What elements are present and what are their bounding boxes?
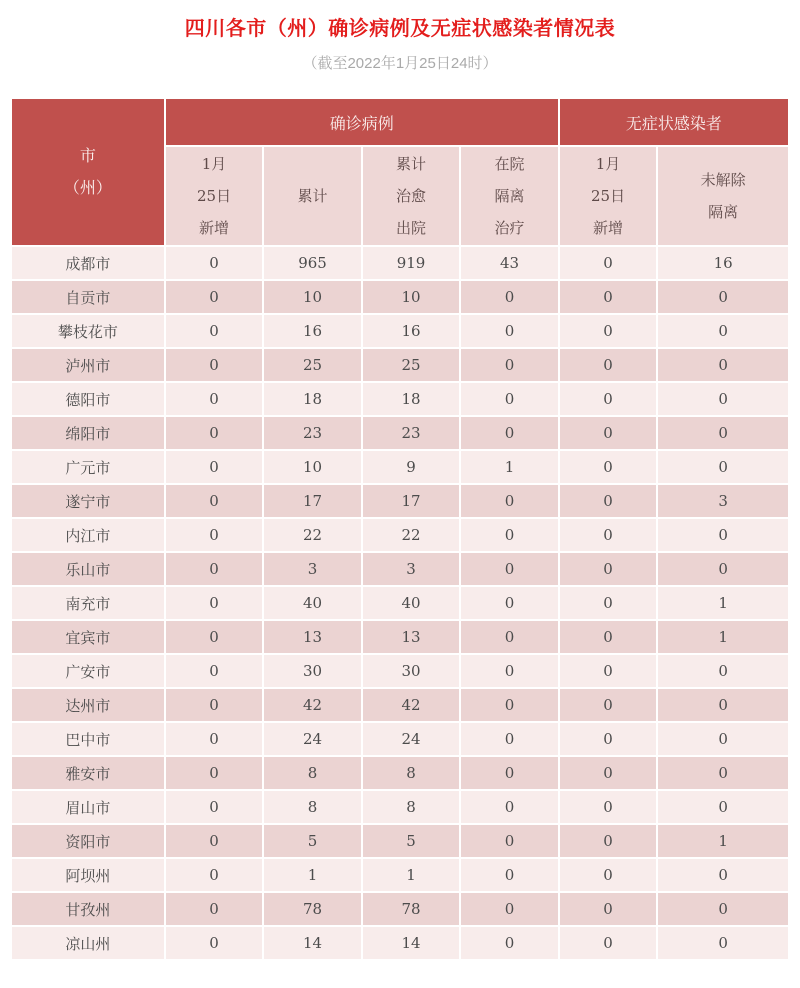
table-row — [12, 247, 788, 279]
table-row — [12, 553, 788, 585]
subheader-line: 25日 — [591, 187, 626, 205]
city-cell: 乐山市 — [12, 553, 164, 585]
table-row — [12, 791, 788, 823]
subheader-line: 累计 — [297, 187, 328, 205]
value-cell: 0 — [166, 315, 263, 347]
value-cell: 22 — [363, 519, 460, 551]
city-cell: 广安市 — [12, 655, 164, 687]
value-cell: 0 — [461, 519, 558, 551]
value-cell: 0 — [166, 791, 263, 823]
table-row — [12, 451, 788, 483]
value-cell: 0 — [658, 451, 788, 483]
city-cell: 宜宾市 — [12, 621, 164, 653]
value-cell: 919 — [363, 247, 460, 279]
value-cell: 16 — [264, 315, 361, 347]
value-cell: 0 — [461, 553, 558, 585]
value-cell: 0 — [461, 757, 558, 789]
value-cell: 0 — [461, 587, 558, 619]
value-cell: 17 — [264, 485, 361, 517]
value-cell: 0 — [166, 349, 263, 381]
city-cell: 绵阳市 — [12, 417, 164, 449]
city-cell: 成都市 — [12, 247, 164, 279]
subheader-line: 在院 — [494, 155, 525, 173]
value-cell: 0 — [166, 927, 263, 959]
value-cell: 0 — [166, 383, 263, 415]
table-row — [12, 281, 788, 313]
city-cell: 巴中市 — [12, 723, 164, 755]
subheader-line: 新增 — [199, 219, 230, 237]
table-row — [12, 859, 788, 891]
group-header-confirmed-cases: 确诊病例 — [166, 99, 558, 145]
city-cell: 广元市 — [12, 451, 164, 483]
value-cell: 18 — [264, 383, 361, 415]
value-cell: 0 — [166, 757, 263, 789]
value-cell: 0 — [461, 825, 558, 857]
value-cell: 0 — [461, 689, 558, 721]
city-cell: 甘孜州 — [12, 893, 164, 925]
value-cell: 0 — [560, 689, 657, 721]
value-cell: 0 — [166, 893, 263, 925]
value-cell: 40 — [363, 587, 460, 619]
table-row — [12, 621, 788, 653]
city-cell: 遂宁市 — [12, 485, 164, 517]
value-cell: 965 — [264, 247, 361, 279]
value-cell: 16 — [658, 247, 788, 279]
corner-header-city-state — [12, 99, 164, 245]
table-body — [12, 247, 788, 959]
value-cell: 0 — [658, 281, 788, 313]
corner-line-1: 市 — [79, 146, 96, 165]
value-cell: 0 — [166, 587, 263, 619]
value-cell: 0 — [560, 621, 657, 653]
value-cell: 0 — [560, 825, 657, 857]
value-cell: 25 — [363, 349, 460, 381]
value-cell: 0 — [166, 655, 263, 687]
value-cell: 0 — [560, 519, 657, 551]
value-cell: 40 — [264, 587, 361, 619]
value-cell: 0 — [166, 723, 263, 755]
value-cell: 0 — [166, 859, 263, 891]
table-row — [12, 927, 788, 959]
value-cell: 78 — [264, 893, 361, 925]
value-cell: 23 — [363, 417, 460, 449]
subheader-line: 隔离 — [708, 203, 739, 221]
value-cell: 3 — [363, 553, 460, 585]
subheader-cured-discharged — [363, 147, 460, 245]
value-cell: 0 — [166, 451, 263, 483]
table-row — [12, 519, 788, 551]
value-cell: 1 — [658, 621, 788, 653]
value-cell: 1 — [658, 825, 788, 857]
value-cell: 0 — [166, 689, 263, 721]
subheader-line: 未解除 — [700, 171, 746, 189]
value-cell: 3 — [264, 553, 361, 585]
table-row — [12, 723, 788, 755]
value-cell: 0 — [461, 859, 558, 891]
value-cell: 0 — [461, 349, 558, 381]
city-cell: 内江市 — [12, 519, 164, 551]
value-cell: 0 — [461, 723, 558, 755]
value-cell: 8 — [363, 791, 460, 823]
value-cell: 0 — [166, 247, 263, 279]
table-row — [12, 383, 788, 415]
value-cell: 0 — [560, 723, 657, 755]
value-cell: 0 — [658, 417, 788, 449]
table-row — [12, 655, 788, 687]
value-cell: 0 — [461, 485, 558, 517]
value-cell: 0 — [166, 281, 263, 313]
value-cell: 0 — [658, 757, 788, 789]
value-cell: 0 — [658, 349, 788, 381]
table-row — [12, 825, 788, 857]
value-cell: 23 — [264, 417, 361, 449]
value-cell: 0 — [560, 587, 657, 619]
value-cell: 78 — [363, 893, 460, 925]
subheader-line: 治愈 — [396, 187, 427, 205]
value-cell: 0 — [658, 383, 788, 415]
value-cell: 0 — [166, 417, 263, 449]
value-cell: 0 — [560, 247, 657, 279]
subheader-line: 1月 — [201, 155, 227, 173]
value-cell: 0 — [461, 655, 558, 687]
value-cell: 24 — [363, 723, 460, 755]
city-cell: 自贡市 — [12, 281, 164, 313]
city-cell: 泸州市 — [12, 349, 164, 381]
value-cell: 0 — [461, 927, 558, 959]
value-cell: 0 — [658, 723, 788, 755]
city-cell: 德阳市 — [12, 383, 164, 415]
group-header-row — [12, 99, 788, 145]
value-cell: 0 — [560, 349, 657, 381]
page-subtitle: （截至2022年1月25日24时） — [302, 55, 498, 72]
value-cell: 43 — [461, 247, 558, 279]
value-cell: 8 — [264, 791, 361, 823]
value-cell: 0 — [560, 485, 657, 517]
city-cell: 眉山市 — [12, 791, 164, 823]
value-cell: 25 — [264, 349, 361, 381]
table-row — [12, 757, 788, 789]
city-cell: 资阳市 — [12, 825, 164, 857]
value-cell: 0 — [658, 655, 788, 687]
table-row — [12, 587, 788, 619]
table-row — [12, 485, 788, 517]
subheader-cumulative — [264, 147, 361, 245]
value-cell: 17 — [363, 485, 460, 517]
value-cell: 0 — [560, 893, 657, 925]
subheader-line: 隔离 — [494, 187, 525, 205]
value-cell: 0 — [560, 655, 657, 687]
subheader-line: 25日 — [196, 187, 232, 205]
city-cell: 阿坝州 — [12, 859, 164, 891]
value-cell: 0 — [658, 791, 788, 823]
city-cell: 南充市 — [12, 587, 164, 619]
subheader-line: 1月 — [595, 155, 621, 173]
table-row — [12, 893, 788, 925]
subheader-line: 治疗 — [494, 219, 525, 237]
value-cell: 0 — [560, 859, 657, 891]
value-cell: 0 — [560, 757, 657, 789]
table-row — [12, 315, 788, 347]
city-cell: 雅安市 — [12, 757, 164, 789]
value-cell: 1 — [658, 587, 788, 619]
value-cell: 0 — [658, 553, 788, 585]
value-cell: 0 — [658, 315, 788, 347]
value-cell: 1 — [363, 859, 460, 891]
value-cell: 42 — [363, 689, 460, 721]
value-cell: 10 — [264, 281, 361, 313]
subheader-line: 出院 — [396, 219, 427, 237]
value-cell: 0 — [166, 485, 263, 517]
value-cell: 10 — [264, 451, 361, 483]
value-cell: 18 — [363, 383, 460, 415]
value-cell: 0 — [166, 519, 263, 551]
value-cell: 0 — [461, 417, 558, 449]
city-cell: 凉山州 — [12, 927, 164, 959]
subheader-line: 累计 — [396, 155, 427, 173]
data-table — [10, 97, 790, 961]
value-cell: 0 — [560, 417, 657, 449]
value-cell: 0 — [658, 859, 788, 891]
group-header-asymptomatic: 无症状感染者 — [560, 99, 788, 145]
value-cell: 0 — [461, 893, 558, 925]
value-cell: 9 — [363, 451, 460, 483]
table-row — [12, 349, 788, 381]
table-row — [12, 689, 788, 721]
value-cell: 10 — [363, 281, 460, 313]
value-cell: 0 — [560, 451, 657, 483]
value-cell: 0 — [166, 825, 263, 857]
value-cell: 0 — [560, 927, 657, 959]
value-cell: 0 — [560, 791, 657, 823]
value-cell: 0 — [461, 315, 558, 347]
value-cell: 0 — [560, 281, 657, 313]
value-cell: 0 — [166, 553, 263, 585]
value-cell: 0 — [166, 621, 263, 653]
table-header — [12, 99, 788, 245]
value-cell: 0 — [560, 315, 657, 347]
value-cell: 0 — [560, 383, 657, 415]
table-row — [12, 417, 788, 449]
subheader-in-hospital-isolation — [461, 147, 558, 245]
value-cell: 0 — [658, 519, 788, 551]
subheader-line: 新增 — [593, 219, 624, 237]
value-cell: 24 — [264, 723, 361, 755]
value-cell: 0 — [658, 927, 788, 959]
value-cell: 30 — [264, 655, 361, 687]
value-cell: 0 — [658, 689, 788, 721]
value-cell: 30 — [363, 655, 460, 687]
subheader-asym-new-jan25 — [560, 147, 657, 245]
value-cell: 5 — [363, 825, 460, 857]
value-cell: 22 — [264, 519, 361, 551]
value-cell: 3 — [658, 485, 788, 517]
value-cell: 14 — [264, 927, 361, 959]
value-cell: 13 — [363, 621, 460, 653]
city-cell: 攀枝花市 — [12, 315, 164, 347]
page-title: 四川各市（州）确诊病例及无症状感染者情况表 — [184, 18, 616, 40]
city-cell: 达州市 — [12, 689, 164, 721]
value-cell: 5 — [264, 825, 361, 857]
value-cell: 16 — [363, 315, 460, 347]
value-cell: 0 — [461, 621, 558, 653]
value-cell: 14 — [363, 927, 460, 959]
value-cell: 0 — [658, 893, 788, 925]
value-cell: 1 — [461, 451, 558, 483]
value-cell: 42 — [264, 689, 361, 721]
value-cell: 0 — [560, 553, 657, 585]
value-cell: 0 — [461, 383, 558, 415]
subheader-new-jan25 — [166, 147, 263, 245]
value-cell: 8 — [363, 757, 460, 789]
value-cell: 8 — [264, 757, 361, 789]
subheader-quarantine-not-lifted — [658, 147, 788, 245]
corner-line-2: （州） — [63, 178, 112, 197]
value-cell: 1 — [264, 859, 361, 891]
value-cell: 13 — [264, 621, 361, 653]
value-cell: 0 — [461, 281, 558, 313]
value-cell: 0 — [461, 791, 558, 823]
